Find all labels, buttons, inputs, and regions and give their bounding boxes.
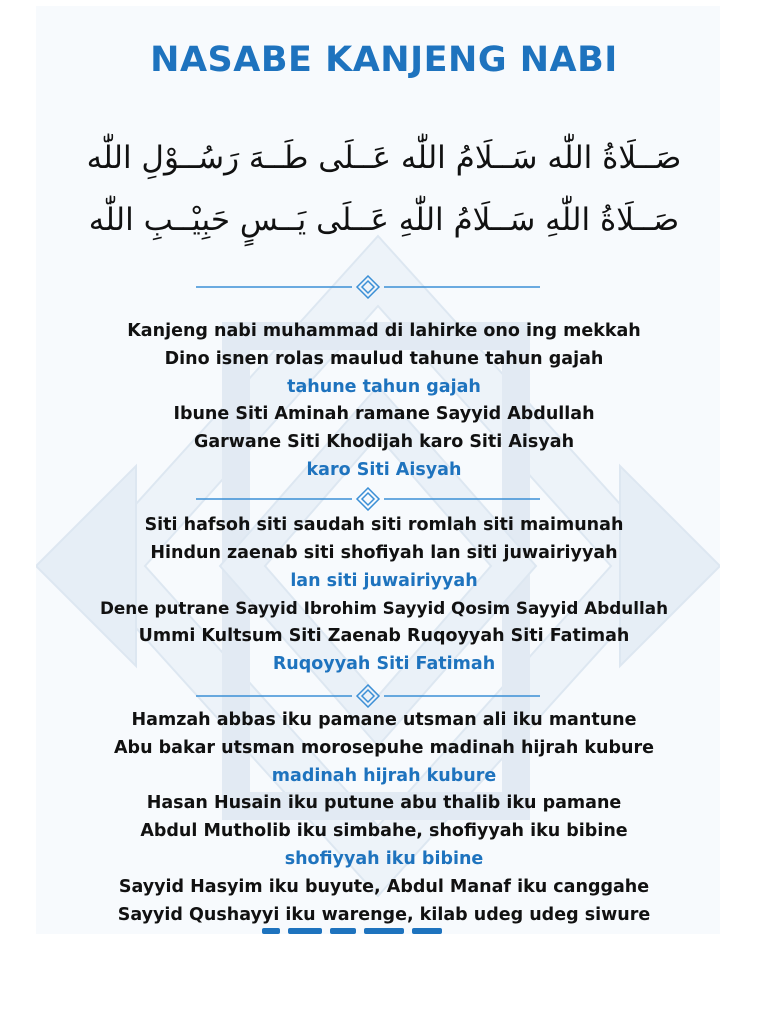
verse-line: Sayyid Hasyim iku buyute, Abdul Manaf iku canggahe [118, 876, 650, 897]
diamond-ornament-icon [357, 685, 379, 707]
section-divider [0, 487, 768, 511]
verse-section-1 [0, 318, 768, 485]
verse-line: Hindun zaenab siti shofiyah lan siti juwairiyyah [150, 542, 618, 563]
page-title: NASABE KANJENG NABI [150, 40, 618, 80]
section-divider [0, 684, 768, 708]
verse-line-refrain: Ruqoyyah Siti Fatimah [272, 653, 496, 674]
verse-line: Hamzah abbas iku pamane utsman ali iku mantune [131, 710, 637, 730]
verse-line-refrain: shofiyyah iku bibine [284, 848, 484, 869]
verse-line: Ibune Siti Aminah ramane Sayyid Abdullah [173, 404, 595, 425]
arabic-salawat-line-2: صَــلَاةُ اللّٰهِ سَــلَامُ اللّٰهِ عَــلَى يَــسٍ حَبِيْــبِ اللّٰه [88, 202, 680, 238]
verse-line: Dino isnen rolas maulud tahune tahun gajah [164, 348, 604, 369]
diamond-ornament-icon [357, 276, 379, 298]
verse-line-refrain: lan siti juwairiyyah [290, 570, 478, 591]
verse-section-3 [0, 707, 768, 929]
verse-line: Ummi Kultsum Siti Zaenab Ruqoyyah Siti Fatimah [138, 626, 630, 647]
diamond-ornament-icon [357, 488, 379, 510]
verse-line: Abu bakar utsman morosepuhe madinah hijrah kubure [114, 737, 654, 758]
verse-line-refrain: tahune tahun gajah [287, 376, 481, 397]
verse-line: Abdul Mutholib iku simbahe, shofiyyah iku bibine [140, 821, 628, 842]
verse-line-refrain: madinah hijrah kubure [271, 765, 497, 786]
verse-line: Siti hafsoh siti saudah siti romlah siti maimunah [144, 515, 624, 535]
arabic-salawat-line-1: صَــلَاةُ اللّٰه سَــلَامُ اللّٰه عَــلَى طَــهَ رَسُــوْلِ اللّٰه [86, 140, 682, 176]
verse-line-refrain: karo Siti Aisyah [306, 459, 462, 480]
verse-section-2 [0, 512, 768, 679]
verse-line: Kanjeng nabi muhammad di lahirke ono ing mekkah [127, 321, 641, 341]
verse-line: Sayyid Qushayyi iku warenge, kilab udeg udeg siwure [117, 904, 651, 925]
verse-line: Hasan Husain iku putune abu thalib iku pamane [146, 793, 622, 814]
cropped-next-line [0, 928, 768, 940]
section-divider [0, 275, 768, 299]
verse-line: Dene putrane Sayyid Ibrohim Sayyid Qosim Sayyid Abdullah [99, 598, 669, 619]
verse-line: Garwane Siti Khodijah karo Siti Aisyah [193, 432, 575, 453]
